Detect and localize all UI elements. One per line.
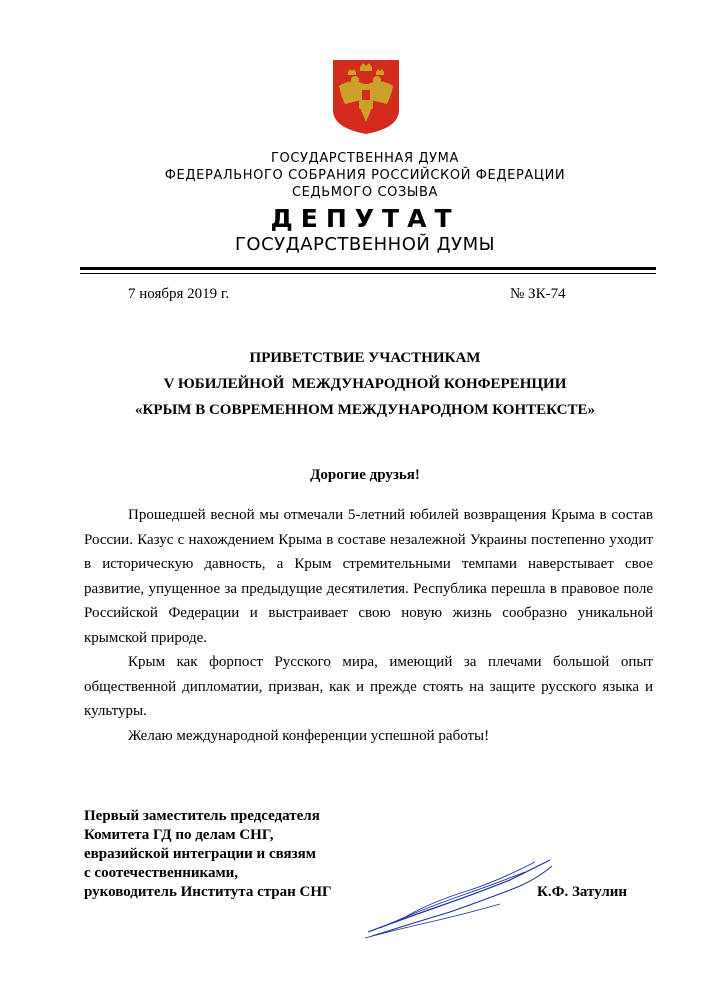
letter-date: 7 ноября 2019 г. [128,286,230,302]
signer-line: Первый заместитель председателя [84,808,320,824]
org-line: ФЕДЕРАЛЬНОГО СОБРАНИЯ РОССИЙСКОЙ ФЕДЕРАЦИИ [164,168,566,183]
greeting: Дорогие друзья! [310,467,420,483]
header-divider-thick [80,267,656,270]
header-divider-thin [80,273,656,274]
signer-line: Комитета ГД по делам СНГ, [84,827,274,843]
heading-line: ПРИВЕТСТВИЕ УЧАСТНИКАМ [249,350,481,366]
russian-coat-of-arms-icon [331,58,401,136]
org-line: СЕДЬМОГО СОЗЫВА [291,185,439,200]
heading-line: «КРЫМ В СОВРЕМЕННОМ МЕЖДУНАРОДНОМ КОНТЕКСТЕ» [135,402,595,418]
deputy-title: ДЕПУТАТ [270,204,460,233]
letter-number: № ЗК-74 [510,286,566,302]
letter-heading [0,345,712,423]
signer-name: К.Ф. Затулин [537,884,628,900]
body-paragraph: Желаю международной конференции успешной работы! [128,727,490,744]
deputy-subtitle: ГОСУДАРСТВЕННОЙ ДУМЫ [234,234,496,255]
heading-line: V ЮБИЛЕЙНОЙ МЕЖДУНАРОДНОЙ КОНФЕРЕНЦИИ [163,376,567,392]
body-paragraph: Прошедшей весной мы отмечали 5-летний юбилей возвращения Крыма в состав России. Казус с нахождением Крыма в составе незалежной Украины постепенно уходит в историческую давность, а Крым стремительными темпами наверстывает свое развитие, упущенное за предыдущие десятилетия. Республика перешла в правовое поле Российской Федерации и выстраивает свою новую жизнь сообразно уникальной крымской природе. [84,507,653,646]
body-paragraph: Крым как форпост Русского мира, имеющий за плечами большой опыт общественной дипломатии, призван, как и прежде стоять на защите русского языка и культуры. [84,654,653,719]
signer-line: руководитель Института стран СНГ [84,884,332,900]
organization-header [0,150,712,201]
signer-line: евразийской интеграции и связям [84,846,316,862]
signer-position [84,807,332,902]
handwritten-signature [360,850,560,940]
letter-body [84,503,653,748]
signer-line: с соотечественниками, [84,865,239,881]
org-line: ГОСУДАРСТВЕННАЯ ДУМА [271,151,459,166]
